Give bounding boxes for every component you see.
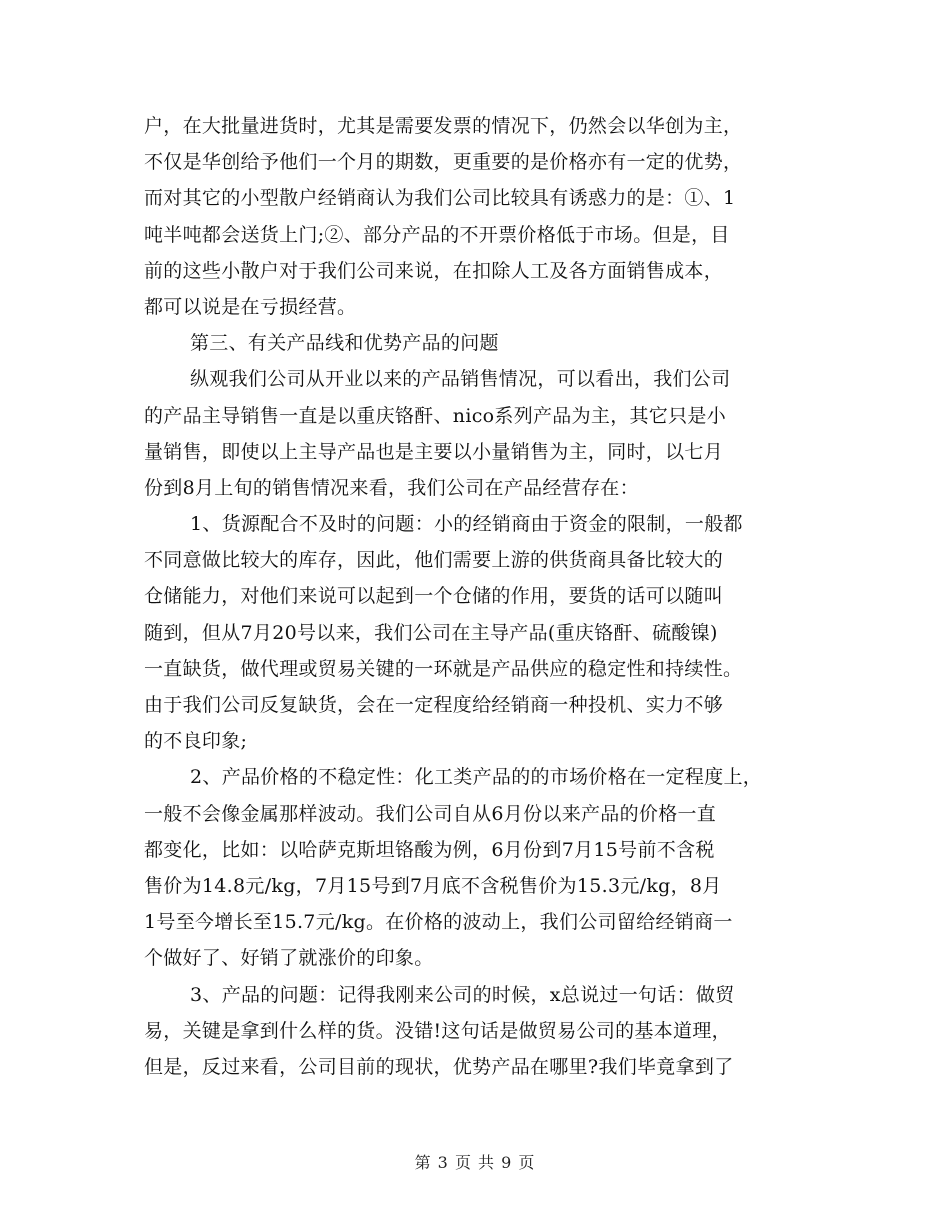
text-line: 但是，反过来看，公司目前的现状，优势产品在哪里?我们毕竟拿到了 <box>144 1055 734 1078</box>
body-text <box>144 108 834 1085</box>
text-line: 个做好了、好销了就涨价的印象。 <box>144 947 434 970</box>
text-line: 售价为14.8元/kg，7月15号到7月底不含税售价为15.3元/kg，8月 <box>144 874 722 897</box>
text-line: 1号至今增长至15.7元/kg。在价格的波动上，我们公司留给经销商一 <box>144 911 733 934</box>
text-line: 2、产品价格的不稳定性：化工类产品的的市场价格在一定程度上， <box>190 766 763 789</box>
text-line: 不同意做比较大的库存，因此，他们需要上游的供货商具备比较大的 <box>144 549 724 572</box>
text-line: 易，关键是拿到什么样的货。没错!这句话是做贸易公司的基本道理， <box>144 1019 731 1042</box>
text-line: 的产品主导销售一直是以重庆铬酐、nico系列产品为主，其它只是小 <box>144 404 726 427</box>
text-line: 份到8月上旬的销售情况来看，我们公司在产品经营存在： <box>144 476 639 499</box>
text-line: 纵观我们公司从开业以来的产品销售情况，可以看出，我们公司 <box>190 368 731 391</box>
text-line: 第三、有关产品线和优势产品的问题 <box>190 332 499 355</box>
text-line: 1、货源配合不及时的问题：小的经销商由于资金的限制，一般都 <box>190 513 743 536</box>
text-line: 一般不会像金属那样波动。我们公司自从6月份以来产品的价格一直 <box>144 802 717 825</box>
text-line: 仓储能力，对他们来说可以起到一个仓储的作用，要货的话可以随叫 <box>144 585 724 608</box>
text-line: 前的这些小散户对于我们公司来说，在扣除人工及各方面销售成本， <box>144 259 724 282</box>
text-line: 都变化，比如：以哈萨克斯坦铬酸为例，6月份到7月15号前不含税 <box>144 838 715 861</box>
text-line: 户，在大批量进货时，尤其是需要发票的情况下，仍然会以华创为主， <box>144 115 743 137</box>
text-line: 3、产品的问题：记得我刚来公司的时候，x总说过一句话：做贸 <box>190 983 735 1006</box>
text-line: 的不良印象; <box>144 730 248 753</box>
text-line: 由于我们公司反复缺货，会在一定程度给经销商一种投机、实力不够 <box>144 694 724 716</box>
text-line: 都可以说是在亏损经营。 <box>144 295 357 318</box>
page-footer: 第 3 页 共 9 页 <box>414 1153 536 1172</box>
text-line: 量销售，即使以上主导产品也是主要以小量销售为主，同时，以七月 <box>144 440 724 463</box>
text-line: 不仅是华创给予他们一个月的期数，更重要的是价格亦有一定的优势， <box>144 151 743 174</box>
text-line: 而对其它的小型散户经销商认为我们公司比较具有诱惑力的是：①、1 <box>144 187 736 210</box>
text-line: 随到，但从7月20号以来，我们公司在主导产品(重庆铬酐、硫酸镍) <box>144 621 718 644</box>
text-line: 一直缺货，做代理或贸易关键的一环就是产品供应的稳定性和持续性。 <box>144 657 743 680</box>
text-line: 吨半吨都会送货上门;②、部分产品的不开票价格低于市场。但是，目 <box>144 223 730 246</box>
